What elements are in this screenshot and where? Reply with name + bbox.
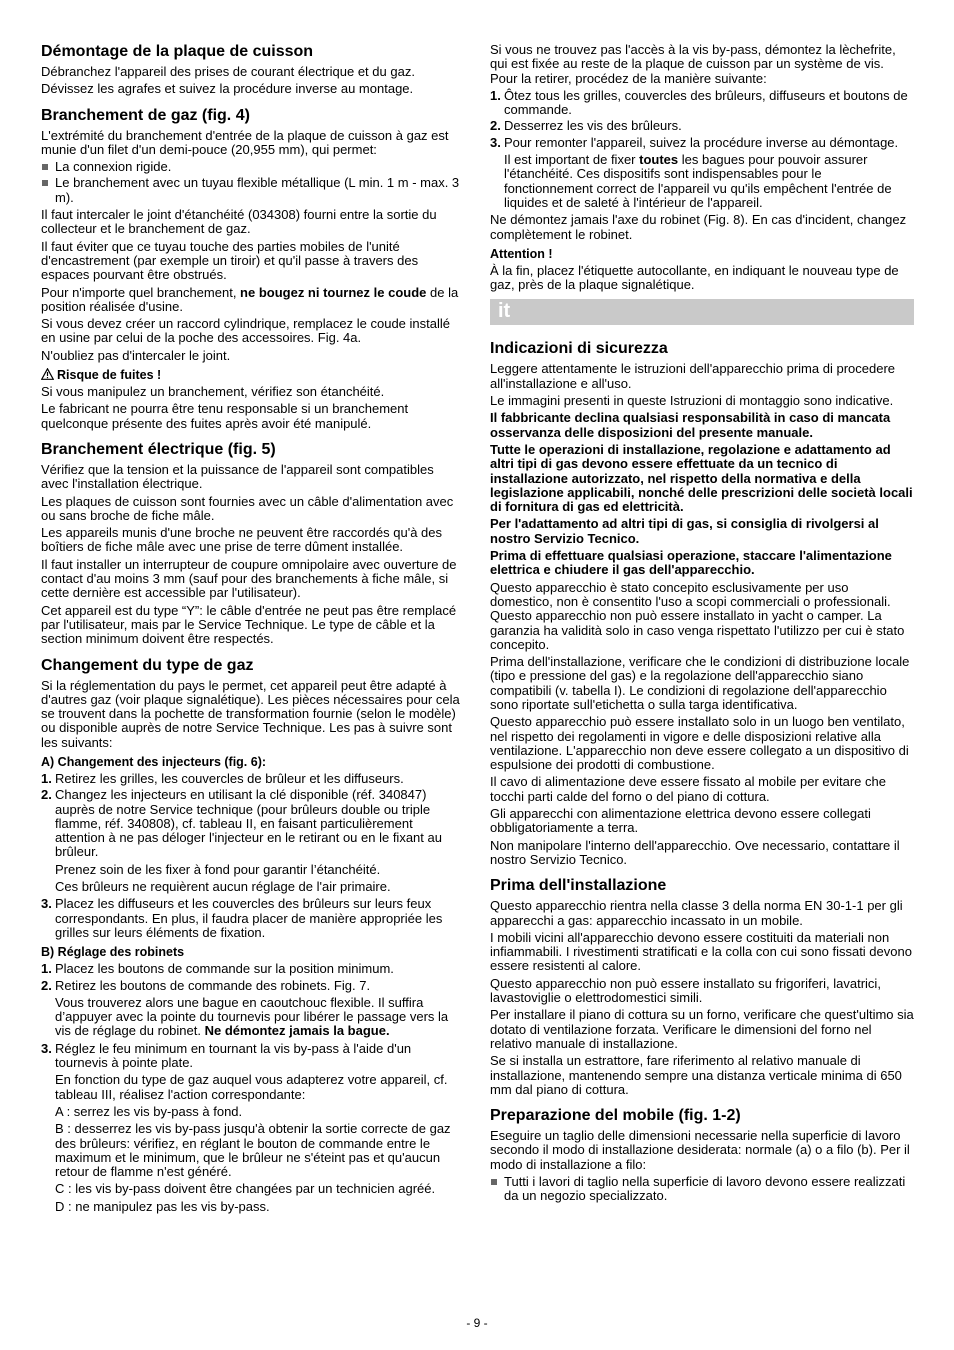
paragraph: Si vous devez créer un raccord cylindrique, remplacez le coude installé en usine par celui de la poche des accessoires. Fig. 4a. [41, 316, 450, 346]
list-item: 2. Desserrez les vis des brûleurs. [490, 118, 682, 134]
paragraph: Les plaques de cuisson sont fournies avec un câble d'alimentation avec ou sans broche de fiche mâle. [41, 493, 454, 523]
paragraph: À la fin, placez l'étiquette autocollante, en indiquant le nouveau type de gaz, près de la plaque signalétique. [490, 262, 899, 293]
language-bar [490, 299, 914, 325]
paragraph: Pour n'importe quel branchement, ne bougez ni tournez le coude de la position réalisée d'usine. [41, 284, 459, 314]
section-title: Prima dell'installazione [490, 877, 667, 895]
paragraph: D : ne manipulez pas les vis by-pass. [55, 1198, 270, 1214]
list-item: 1. Retirez les grilles, les couvercles de brûleur et les diffuseurs. [41, 770, 404, 786]
numbered-list [41, 897, 463, 940]
paragraph: Prima di effettuare qualsiasi operazione, staccare l'alimentazione elettrica e chiudere il gas dell'apparecchio. [490, 548, 892, 578]
paragraph: Ces brûleurs ne requièrent aucun réglage de l'air primaire. [55, 879, 391, 895]
paragraph: Il cavo di alimentazione deve essere fissato al mobile per evitare che tocchi parti calde del forno o del piano di cottura. [490, 774, 886, 804]
square-bullet-icon [42, 164, 48, 170]
page-number: - 9 - [466, 1316, 488, 1330]
paragraph: Il faut installer un interrupteur de coupure omnipolaire avec ouverture de contact d'au moins 3 mm (sauf pour des branchements à fiche mâle, si cette dernière est accessible par l'utilisateur). [41, 556, 457, 601]
square-bullet-icon [491, 1179, 497, 1185]
paragraph: Il faut éviter que ce tuyau touche des parties mobiles de l'unité d'encastrement (par exemple un tiroir) et qu'il passe à travers des espaces pourvant être obstrués. [41, 238, 419, 283]
paragraph: Débranchez l'appareil des prises de courant électrique et du gaz. [41, 64, 415, 79]
left-column [41, 42, 463, 1217]
list-item: Tutti i lavori di taglio nella superficie di lavoro devono essere realizzati da un negozio specializzato. [490, 1175, 914, 1204]
paragraph: Per installare il piano di cottura su un forno, verificare che quest'ultimo sia dotato di ventilazione forzata. Verificare le dimensioni del forno nel relativo manuale di installazione. [490, 1007, 914, 1051]
paragraph: En fonction du type de gaz auquel vous adapterez votre appareil, cf. tableau III, réalisez l'action correspondante: [55, 1072, 448, 1102]
section-title: Changement du type de gaz [41, 656, 254, 674]
paragraph: Eseguire un taglio delle dimensioni necessarie nella superficie di lavoro secondo il modo di installazione desiderata: normale (a) o a filo (b). Per il modo di installazione a filo: [490, 1128, 910, 1172]
paragraph: N'oubliez pas d'intercaler le joint. [41, 347, 231, 363]
list-item: 1. Placez les boutons de commande sur la position minimum. [41, 961, 394, 977]
bullet-list [41, 160, 463, 205]
section-title: Branchement de gaz (fig. 4) [41, 106, 250, 124]
paragraph: Tutte le operazioni di installazione, regolazione e adattamento ad altri tipi di gas devono essere effettuate da un tecnico di installazione autorizzato, nel rispetto della normativa e della legislazione applicabili, nonché delle prescrizioni delle società locali di fornitura di gas ed elettricità. [490, 441, 913, 515]
section-title: Indicazioni di sicurezza [490, 340, 668, 358]
subsection-heading: A) Changement des injecteurs (fig. 6): [41, 754, 267, 769]
language-code: it [498, 300, 511, 323]
paragraph: Cet appareil est du type “Y”: le câble d'entrée ne peut pas être remplacé par l'utilisateur, mais par le Service Technique. Le type de câble et la section minimum doivent être respectés. [41, 602, 457, 647]
paragraph: Questo apparecchio non può essere installato su frigoriferi, lavatrici, lavastoviglie o elettrodomestici simili. [490, 975, 881, 1006]
paragraph: Le immagini presenti in queste Istruzioni di montaggio sono indicative. [490, 393, 894, 409]
paragraph: A : serrez les vis by-pass à fond. [55, 1103, 243, 1119]
numbered-list [41, 962, 463, 993]
paragraph: Si vous ne trouvez pas l'accès à la vis by-pass, démontez la lèchefrite, qui est fixée au reste de la plaque de cuisson par un système de vis. Pour la retirer, procédez de la manière suivante: [490, 42, 896, 86]
section-title: Démontage de la plaque de cuisson [41, 43, 314, 60]
numbered-list [41, 1042, 463, 1071]
paragraph: Il faut intercaler le joint d'étanchéité (034308) fourni entre la sortie du collecteur et le branchement de gaz. [41, 207, 437, 237]
paragraph: Si la réglementation du pays le permet, cet appareil peut être adapté à d'autres gaz (voir plaque signalétique). Les pièces nécessaires pour cela se trouvent dans la pochette de transformation fournie (selon le modèle) ou disponible auprès de notre Service Technique. Les pas à suivre sont les suivants: [41, 677, 460, 750]
paragraph: Gli apparecchi con alimentazione elettrica devono essere collegati obbligatoriamente a terra. [490, 806, 871, 836]
list-item: Le branchement avec un tuyau flexible métallique (L min. 1 m - max. 3 m). [41, 176, 463, 205]
warning-heading: Risque de fuites ! [41, 368, 463, 382]
list-item: 2. Changez les injecteurs en utilisant la clé disponible (réf. 340847) auprès de notre Service technique (pour brûleurs double ou triple flamme, réf. 340808), cf. tableau II, en faisant particulièrement attention à ne pas déloger l'injecteur en le retirant ou en le fixant au brûleur. [41, 787, 442, 860]
list-item: 2. Retirez les boutons de commande des robinets. Fig. 7. [41, 977, 371, 993]
paragraph: Si vous manipulez un branchement, vérifiez son étanchéité. [41, 384, 385, 400]
paragraph: Prenez soin de les fixer à fond pour garantir l’étanchéité. [55, 861, 381, 877]
paragraph: Dévissez les agrafes et suivez la procédure inverse au montage. [41, 81, 414, 97]
bullet-list [490, 1175, 914, 1204]
numbered-list [490, 89, 914, 150]
paragraph: I mobili vicini all'apparecchio devono essere costituiti da materiali non infiammabili. I rivestimenti stratificati e la colla con cui sono fissati devono essere resistenti al calore. [490, 929, 912, 974]
numbered-list [41, 772, 463, 860]
list-item: 3. Pour remonter l'appareil, suivez la procédure inverse au démontage. [490, 134, 899, 150]
paragraph: Vérifiez que la tension et la puissance de l'appareil sont compatibles avec l'installation électrique. [41, 461, 434, 492]
paragraph: Questo apparecchio può essere installato solo in un luogo ben ventilato, nel rispetto dei regolamenti in vigore e delle disposizioni relative alla ventilazione. L'apparecchio non deve essere collegato a un dispositivo di espulsione dei prodotti di combustione. [490, 714, 909, 773]
list-item: 3. Réglez le feu minimum en tournant la vis by-pass à l'aide d'un tournevis à pointe plate. [41, 1040, 412, 1071]
paragraph: Non manipolare l'interno dell'apparecchio. Ove necessario, contattare il nostro Servizio Tecnico. [490, 837, 900, 867]
paragraph: Se si installa un estrattore, fare riferimento al relativo manuale di installazione, mantenendo sempre una distanza verticale minima di 650 mm dal piano di cottura. [490, 1053, 902, 1097]
section-title: Preparazione del mobile (fig. 1-2) [490, 1107, 741, 1125]
subsection-heading: B) Réglage des robinets [41, 945, 185, 960]
paragraph: C : les vis by-pass doivent être changées par un technicien agréé. [55, 1181, 436, 1197]
paragraph: Vous trouverez alors une bague en caoutchouc flexible. Il suffira d’appuyer avec la pointe du tournevis pour libérer le passage vers la vis de réglage du robinet. Ne démontez jamais la bague. [55, 994, 449, 1039]
paragraph: Il est important de fixer toutes les bagues pour pouvoir assurer l'étanchéité. Ces dispositifs sont indispensables pour le fonctionnement correct de l'appareil vu qu'ils empêchent l'entrée de liquides et de saleté à l'intérieur de l'appareil. [504, 152, 892, 210]
section-title: Branchement électrique (fig. 5) [41, 440, 276, 458]
warning-triangle-icon [41, 368, 54, 380]
paragraph: Questo apparecchio rientra nella classe 3 della norma EN 30-1-1 per gli apparecchi a gas: apparecchio incassato in un mobile. [490, 898, 903, 928]
list-item: La connexion rigide. [41, 160, 463, 174]
paragraph: Prima dell'installazione, verificare che le condizioni di distribuzione locale (tipo e pressione del gas) e la regolazione dell'apparecchio siano compatibili (v. tabella I). Le condizioni di regolazione dell'apparecchio sono riportate sull'etichetta o sulla targa identificativa. [490, 654, 910, 712]
paragraph: Questo apparecchio è stato concepito esclusivamente per uso domestico, non è consentito l'uso a scopi commerciali o professionali. Questo apparecchio non può essere installato in yacht o camper. La garanzia ha validità solo in caso venga rispettato l'utilizzo per cui è stato concepito. [490, 579, 905, 652]
paragraph: Il fabbricante declina qualsiasi responsabilità in caso di mancata osservanza delle disposizioni del presente manuale. [490, 410, 891, 440]
list-item: 1. Ôtez tous les grilles, couvercles des brûleurs, diffuseurs et boutons de commande. [490, 87, 908, 118]
paragraph: Les appareils munis d'une broche ne peuvent être raccordés qu'à des boîtiers de fiche mâle avec une prise de terre dûment installée. [41, 525, 442, 555]
square-bullet-icon [42, 180, 48, 186]
paragraph: Ne démontez jamais l'axe du robinet (Fig. 8). En cas d'incident, changez complètement le robinet. [490, 212, 907, 242]
paragraph: B : desserrez les vis by-pass jusqu'à obtenir la sortie correcte de gaz des brûleurs: vérifiez, en réglant le bouton de commande entre le maximum et le minimum, que le brûleur ne s'éteint pas et qu'aucun retour de flamme n'est généré. [55, 1121, 451, 1180]
paragraph: L'extrémité du branchement d'entrée de la plaque de cuisson à gaz est munie d'un filet d'un demi-pouce (20,955 mm), qui permet: [41, 127, 449, 157]
list-item: 3. Placez les diffuseurs et les couvercles des brûleurs sur leurs feux correspondants. En plus, il faudra placer de manière appropriée les grilles sur leurs éléments de fixation. [41, 896, 443, 940]
paragraph: Per l'adattamento ad altri tipi di gas, si consiglia di rivolgersi al nostro Servizio Tecnico. [490, 516, 879, 546]
attention-heading: Attention ! [490, 246, 553, 261]
paragraph: Le fabricant ne pourra être tenu responsable si un branchement quelconque présente des fuites après avoir été manipulé. [41, 401, 409, 431]
paragraph: Leggere attentamente le istruzioni dell'apparecchio prima di procedere all'installazione e all'uso. [490, 361, 895, 391]
right-column [490, 43, 914, 1207]
